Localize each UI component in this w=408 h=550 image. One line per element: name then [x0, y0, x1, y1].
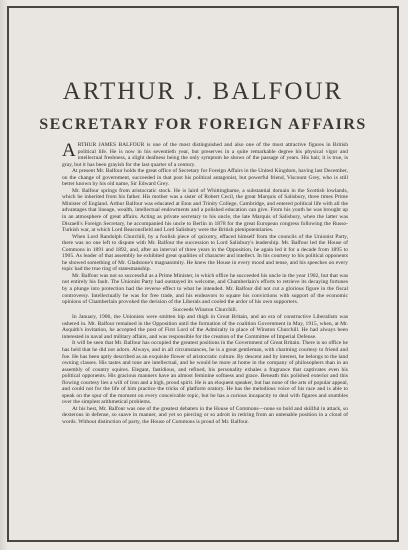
article-title: ARTHUR J. BALFOUR [62, 78, 344, 105]
drop-cap: A [62, 140, 76, 161]
section-subhead: Succeeds Winston Churchill. [172, 306, 238, 313]
paragraph: It will be seen that Mr. Balfour has occupied the greatest positions in the Government of Great Britain. There is no office he has held that he did not adorn. Always, and in all circumstances, he is a great gentleman, with charming courtesy to friend and foe. He has been aptly described as an exquisite flower of aristocratic culture. By descent and by interest, he belongs to the land owning classes. His tastes and tone are intellectual, and he would be more at home in the company of philosophers than in an assembly of country squires. Elegant, fastidious, and refined, his personality exhales a fragrance that captivates even his political opponents. His gracious manners have an almost feminine softness and grace. Beneath this polished exterior and this flowing courtesy lies a will of iron and a high, proud spirit. He is an eloquent speaker, but has none of the arts of popular appeal, and could not for the life of him practice the tricks of platform oratory. He has the melodious voice of his race and is able to speak on the spur of the moment on every conceivable topic, but he has a curious incapacity to deal with figures and stumbles over the simplest arithmetical problems. [62, 340, 348, 406]
paragraph: At present Mr. Balfour holds the great office of Secretary for Foreign Affairs in the United Kingdom, having last December, on the change of government, succeeded in that post his political antagonist, but powerful friend, Viscount Grey, who is still better known by his old name, Sir Edward Grey. [62, 168, 348, 188]
intro-paragraph [62, 142, 348, 168]
paragraph: Mr. Balfour springs from aristocratic stock. He is laird of Whittinghame, a substantial domain in the Scottish lowlands, which he inherited from his father. His mother was a sister of Robert Cecil, the great Marquis of Salisbury, three times Prime Minister of England. Arthur Balfour was educated at Eton and Trinity College, Cambridge, and entered political life with all the advantages that lineage, wealth, intellectual endowments and a polished education can give. From his youth he was brought up in an atmosphere of great affairs. Acting as private secretary to his uncle, the late Marquis of Salisbury, when the latter was Disraeli's Foreign Secretary, he accompanied his uncle to Berlin in 1878 for the great European congress following the Russo-Turkish war, at which Lord Beaconsfield and Lord Salisbury were the British plenipotentiaries. [62, 187, 348, 234]
paragraph: Mr. Balfour was not so successful as a Prime Minister, in which office he succeeded his uncle in the year 1902, but that was not entirely his fault. The Unionist Party had outstayed its welcome, and Chamberlain's efforts to retrieve its decaying fortunes by a plunge into protection had the reverse effect to what he intended. Mr. Balfour did not cut a glorious figure in the fiscal controversy. Intellectually he was for free trade, and his endeavors to square his convictions with support of the economic opinions of Chamberlain provoked the derision of the Liberals and cooled the ardor of his own supporters. [62, 272, 348, 306]
intro-text: RTHUR JAMES BALFOUR is one of the most distinguished and also one of the most attractive figures in British political life. He is now in his seventieth year, but preserves in a quite remarkable degree his physical vigor and intellectual freshness, a slight deafness being the only symptom he shows of the passage of years. His hair, it is true, is gray, but it has been grayish for the last quarter of a century. [62, 142, 348, 168]
paragraph: When Lord Randolph Churchill, by a foolish piece of quixotry, effaced himself from the councils of the Unionist Party, there was no one left to dispute with Mr. Balfour the succession to Lord Salisbury's leadership. Mr. Balfour led the House of Commons in 1891 and 1892, and, after an interval of three years in the Opposition, he again led it for a decade from 1895 to 1905. As leader of that assembly he exhibited great qualities of character and intellect. In his courtesy to his political opponents he showed something of Mr. Gladstone's magnanimity. He knew the House in every mood and tense, and his speeches on every topic had the true ring of statesmanship. [62, 233, 348, 273]
paragraph: At his best, Mr. Balfour was one of the greatest debaters in the House of Commons—none so bold and skillful in attack, so dexterous in defense, so suave in manner, and yet so piercing or so adroit in retiring from an untenable position in a cloud of words. Without distinction of party, the House of Commons is proud of Mr. Balfour. [62, 405, 348, 425]
article-body [62, 142, 348, 426]
paragraph: In January, 1906, the Unionists were smitten hip and thigh in Great Britain, and an era of constructive Liberalism was ushered in. Mr. Balfour remained in the Opposition until the formation of the coalition Government in May, 1915, when, at Mr. Asquith's invitation, he accepted the post of First Lord of the Admiralty in place of Winston Churchill. He had always been interested in naval and military affairs, and was responsible for the creation of the Committee of Imperial Defense. [62, 314, 348, 340]
article-subtitle: SECRETARY FOR FOREIGN AFFAIRS [39, 116, 367, 133]
page-frame [7, 6, 399, 542]
